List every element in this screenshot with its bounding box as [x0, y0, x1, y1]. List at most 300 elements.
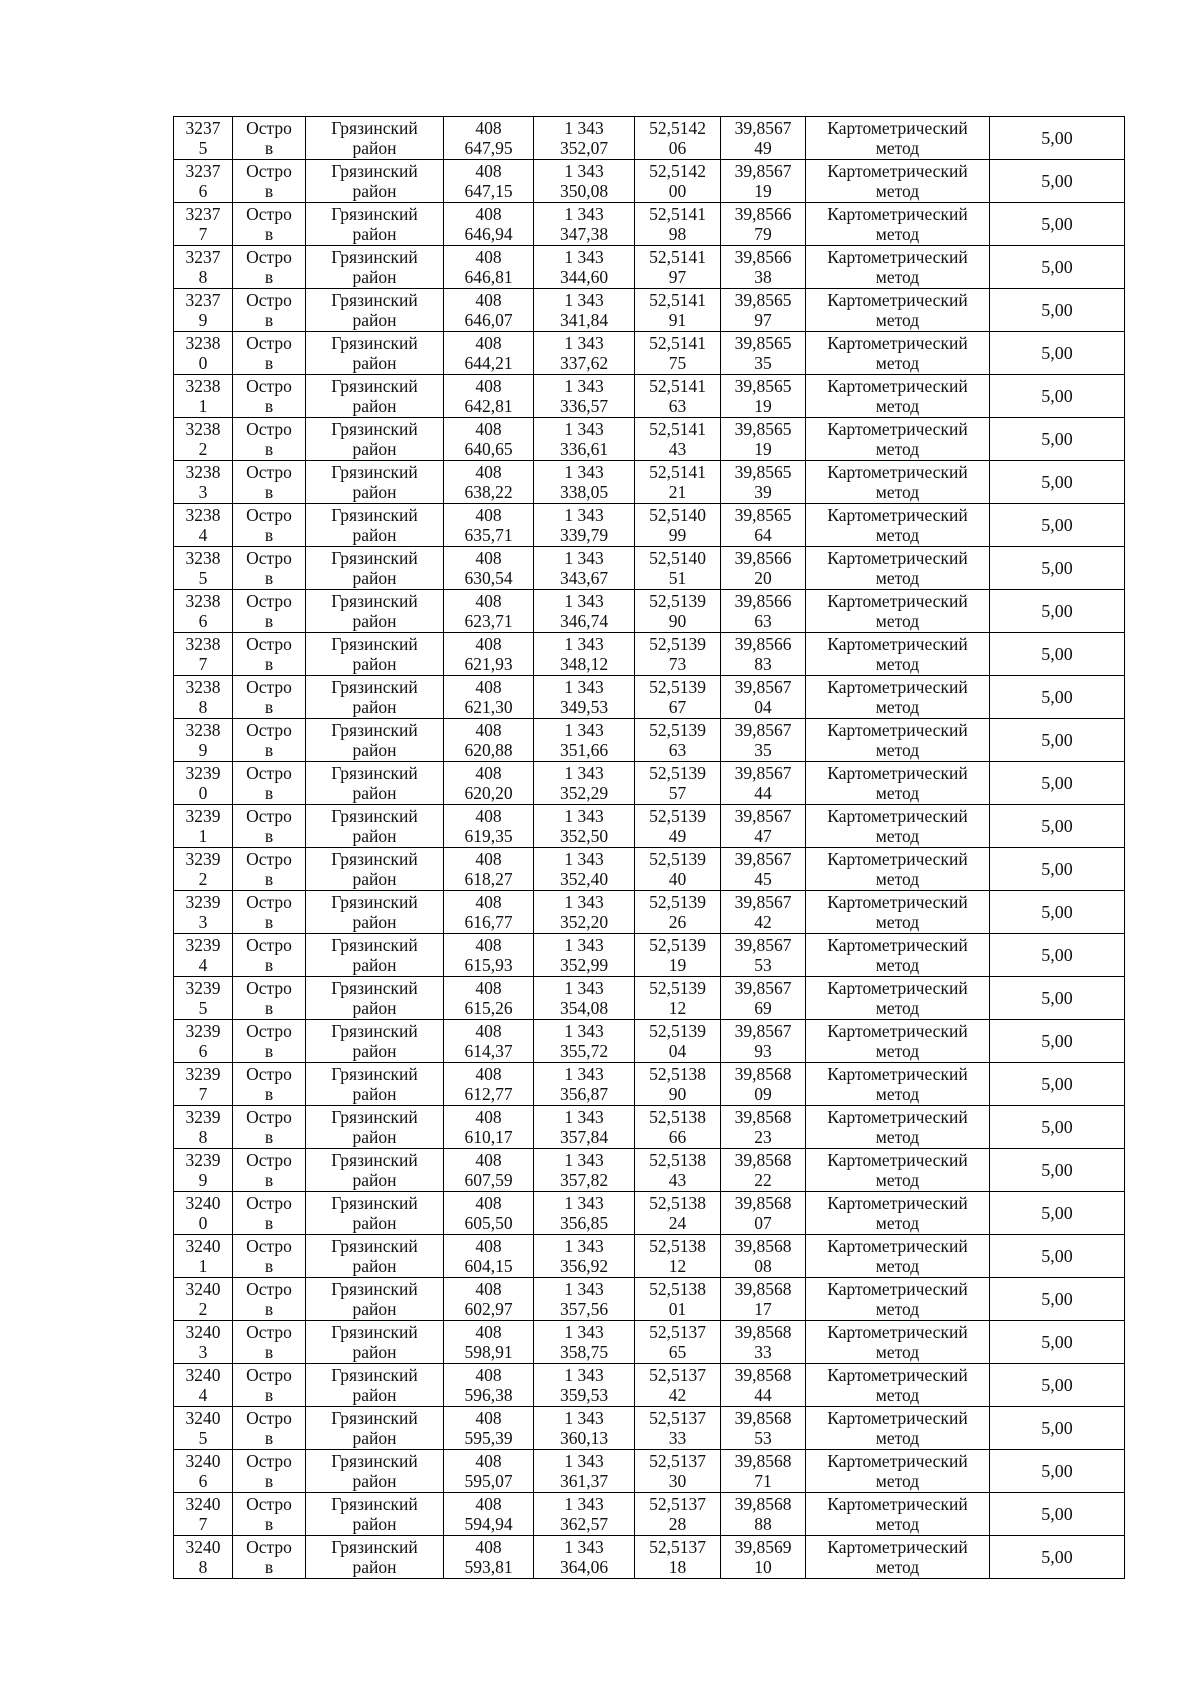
cell-line: 3238 — [185, 419, 221, 439]
y-coordinate-cell — [534, 203, 635, 246]
cell-line: 3238 — [185, 376, 221, 396]
point-number-cell — [174, 934, 233, 977]
cell-line: 1 — [198, 396, 208, 416]
cell-line: 38 — [754, 267, 772, 287]
cell-line: 52,5139 — [649, 720, 706, 740]
table-row — [174, 1493, 1125, 1536]
cell-line: 621,30 — [464, 697, 513, 717]
latitude-cell — [635, 1321, 721, 1364]
cell-line: район — [352, 353, 397, 373]
x-coordinate-cell — [444, 1493, 534, 1536]
cell-line: 39,8568 — [734, 1064, 792, 1084]
point-number-cell — [174, 1063, 233, 1106]
cell-line: Грязинский — [331, 548, 418, 568]
district-cell — [306, 547, 444, 590]
cell-line: 52,5138 — [649, 1193, 706, 1213]
method-cell — [806, 977, 990, 1020]
cell-line: 1 343 — [564, 892, 604, 912]
cell-line: Остро — [246, 806, 292, 826]
longitude-cell — [721, 590, 806, 633]
cell-line: 5 — [198, 568, 208, 588]
object-type-cell — [233, 1235, 306, 1278]
point-number-cell — [174, 203, 233, 246]
y-coordinate-cell — [534, 1407, 635, 1450]
cell-line: 0 — [198, 1213, 208, 1233]
cell-line: метод — [875, 998, 920, 1018]
cell-line: 65 — [668, 1342, 687, 1362]
accuracy-cell: 5,00 — [990, 1063, 1125, 1106]
cell-line: метод — [875, 439, 920, 459]
longitude-cell — [721, 805, 806, 848]
table-row — [174, 805, 1125, 848]
x-coordinate-cell — [444, 1192, 534, 1235]
object-type-cell — [233, 1192, 306, 1235]
cell-line: 354,08 — [559, 998, 609, 1018]
x-coordinate-cell — [444, 1364, 534, 1407]
cell-line: 3239 — [185, 763, 221, 783]
cell-line: 09 — [754, 1084, 772, 1104]
cell-line: 39,8567 — [734, 720, 792, 740]
method-cell — [806, 160, 990, 203]
accuracy-cell: 5,00 — [990, 418, 1125, 461]
table-row — [174, 246, 1125, 289]
cell-line: Грязинский — [331, 1107, 418, 1127]
cell-line: 408 — [475, 806, 502, 826]
cell-line: Грязинский — [331, 1064, 418, 1084]
accuracy-cell: 5,00 — [990, 891, 1125, 934]
accuracy-cell: 5,00 — [990, 547, 1125, 590]
accuracy-cell: 5,00 — [990, 1106, 1125, 1149]
method-cell — [806, 934, 990, 977]
object-type-cell — [233, 504, 306, 547]
cell-line: 39,8568 — [734, 1322, 792, 1342]
cell-line: 408 — [475, 1236, 502, 1256]
cell-line: 42 — [668, 1385, 687, 1405]
district-cell — [306, 676, 444, 719]
y-coordinate-cell — [534, 1020, 635, 1063]
cell-line: 08 — [754, 1256, 772, 1276]
cell-line: 52,5139 — [649, 677, 706, 697]
table-row — [174, 1407, 1125, 1450]
cell-line: район — [352, 1342, 397, 1362]
object-type-cell — [233, 633, 306, 676]
cell-line: 53 — [754, 1428, 772, 1448]
cell-line: 39,8567 — [734, 161, 792, 181]
cell-line: 3239 — [185, 1064, 221, 1084]
y-coordinate-cell — [534, 891, 635, 934]
district-cell — [306, 1407, 444, 1450]
cell-line: 1 343 — [564, 1322, 604, 1342]
cell-line: район — [352, 654, 397, 674]
y-coordinate-cell — [534, 504, 635, 547]
cell-line: 621,93 — [464, 654, 513, 674]
cell-line: 1 343 — [564, 1236, 604, 1256]
cell-line: 00 — [668, 181, 687, 201]
latitude-cell — [635, 977, 721, 1020]
x-coordinate-cell — [444, 547, 534, 590]
cell-line: метод — [875, 654, 920, 674]
cell-line: 39,8565 — [734, 290, 792, 310]
cell-line: 3240 — [185, 1365, 221, 1385]
cell-line: Остро — [246, 763, 292, 783]
object-type-cell — [233, 805, 306, 848]
cell-line: Грязинский — [331, 1365, 418, 1385]
latitude-cell — [635, 1493, 721, 1536]
cell-line: 349,53 — [559, 697, 609, 717]
point-number-cell — [174, 633, 233, 676]
cell-line: район — [352, 697, 397, 717]
cell-line: 6 — [198, 181, 208, 201]
cell-line: 352,29 — [559, 783, 609, 803]
y-coordinate-cell — [534, 1536, 635, 1579]
cell-line: 408 — [475, 1193, 502, 1213]
cell-line: 39,8568 — [734, 1279, 792, 1299]
cell-line: 52,5141 — [649, 247, 706, 267]
cell-line: 75 — [668, 353, 687, 373]
object-type-cell — [233, 117, 306, 160]
cell-line: Грязинский — [331, 505, 418, 525]
object-type-cell — [233, 762, 306, 805]
cell-line: 39,8568 — [734, 1494, 792, 1514]
cell-line: метод — [875, 869, 920, 889]
cell-line: метод — [875, 1256, 920, 1276]
cell-line: 52,5138 — [649, 1064, 706, 1084]
cell-line: 5 — [198, 138, 208, 158]
cell-line: 71 — [754, 1471, 772, 1491]
cell-line: Картометрический — [827, 1064, 968, 1084]
point-number-cell — [174, 1536, 233, 1579]
cell-line: 598,91 — [464, 1342, 513, 1362]
cell-line: Остро — [246, 419, 292, 439]
cell-line: 1 343 — [564, 1150, 604, 1170]
x-coordinate-cell — [444, 805, 534, 848]
cell-line: 40 — [668, 869, 687, 889]
cell-line: Картометрический — [827, 978, 968, 998]
cell-line: 594,94 — [464, 1514, 513, 1534]
longitude-cell — [721, 117, 806, 160]
cell-line: 91 — [668, 310, 687, 330]
cell-line: 52,5139 — [649, 1021, 706, 1041]
table-row — [174, 1192, 1125, 1235]
latitude-cell — [635, 762, 721, 805]
cell-line: 52,5137 — [649, 1365, 706, 1385]
cell-line: 39,8568 — [734, 1408, 792, 1428]
cell-line: Картометрический — [827, 1408, 968, 1428]
cell-line: метод — [875, 1170, 920, 1190]
cell-line: в — [264, 869, 274, 889]
cell-line: 23 — [754, 1127, 772, 1147]
cell-line: Картометрический — [827, 419, 968, 439]
cell-line: 52,5139 — [649, 892, 706, 912]
method-cell — [806, 547, 990, 590]
y-coordinate-cell — [534, 934, 635, 977]
point-number-cell — [174, 332, 233, 375]
cell-line: 69 — [754, 998, 772, 1018]
cell-line: в — [264, 1471, 274, 1491]
cell-line: 52,5142 — [649, 161, 706, 181]
object-type-cell — [233, 891, 306, 934]
x-coordinate-cell — [444, 848, 534, 891]
point-number-cell — [174, 1020, 233, 1063]
cell-line: Грязинский — [331, 118, 418, 138]
cell-line: 1 343 — [564, 505, 604, 525]
cell-line: в — [264, 654, 274, 674]
cell-line: в — [264, 998, 274, 1018]
cell-line: район — [352, 1084, 397, 1104]
district-cell — [306, 719, 444, 762]
cell-line: 1 343 — [564, 204, 604, 224]
x-coordinate-cell — [444, 1278, 534, 1321]
cell-line: 42 — [754, 912, 772, 932]
cell-line: Картометрический — [827, 1322, 968, 1342]
cell-line: Остро — [246, 376, 292, 396]
table-row — [174, 203, 1125, 246]
method-cell — [806, 1407, 990, 1450]
cell-line: 595,39 — [464, 1428, 513, 1448]
cell-line: в — [264, 1256, 274, 1276]
cell-line: 1 343 — [564, 1279, 604, 1299]
cell-line: в — [264, 525, 274, 545]
y-coordinate-cell — [534, 418, 635, 461]
table-row — [174, 1106, 1125, 1149]
cell-line: 3237 — [185, 247, 221, 267]
cell-line: в — [264, 740, 274, 760]
cell-line: 605,50 — [464, 1213, 513, 1233]
table-row — [174, 1149, 1125, 1192]
object-type-cell — [233, 375, 306, 418]
cell-line: 357,56 — [559, 1299, 609, 1319]
table-row — [174, 676, 1125, 719]
cell-line: 52,5138 — [649, 1150, 706, 1170]
longitude-cell — [721, 1063, 806, 1106]
method-cell — [806, 1106, 990, 1149]
accuracy-cell: 5,00 — [990, 375, 1125, 418]
cell-line: в — [264, 353, 274, 373]
cell-line: 52,5139 — [649, 849, 706, 869]
cell-line: 635,71 — [464, 525, 513, 545]
district-cell — [306, 117, 444, 160]
table-row — [174, 504, 1125, 547]
y-coordinate-cell — [534, 1493, 635, 1536]
object-type-cell — [233, 1278, 306, 1321]
cell-line: 1 343 — [564, 290, 604, 310]
cell-line: 90 — [668, 611, 687, 631]
cell-line: 4 — [198, 1385, 208, 1405]
longitude-cell — [721, 461, 806, 504]
cell-line: метод — [875, 1514, 920, 1534]
cell-line: 49 — [754, 138, 772, 158]
cell-line: район — [352, 482, 397, 502]
latitude-cell — [635, 117, 721, 160]
district-cell — [306, 461, 444, 504]
district-cell — [306, 590, 444, 633]
object-type-cell — [233, 246, 306, 289]
cell-line: 52,5138 — [649, 1279, 706, 1299]
cell-line: Остро — [246, 505, 292, 525]
longitude-cell — [721, 375, 806, 418]
x-coordinate-cell — [444, 633, 534, 676]
method-cell — [806, 1321, 990, 1364]
accuracy-cell: 5,00 — [990, 1536, 1125, 1579]
cell-line: район — [352, 267, 397, 287]
cell-line: 1 343 — [564, 1408, 604, 1428]
cell-line: 4 — [198, 955, 208, 975]
cell-line: метод — [875, 138, 920, 158]
object-type-cell — [233, 1450, 306, 1493]
latitude-cell — [635, 590, 721, 633]
latitude-cell — [635, 1149, 721, 1192]
cell-line: 640,65 — [464, 439, 513, 459]
accuracy-cell: 5,00 — [990, 762, 1125, 805]
cell-line: Остро — [246, 1150, 292, 1170]
y-coordinate-cell — [534, 805, 635, 848]
cell-line: Картометрический — [827, 505, 968, 525]
table-row — [174, 160, 1125, 203]
y-coordinate-cell — [534, 332, 635, 375]
cell-line: Картометрический — [827, 1494, 968, 1514]
latitude-cell — [635, 203, 721, 246]
cell-line: Грязинский — [331, 935, 418, 955]
x-coordinate-cell — [444, 590, 534, 633]
method-cell — [806, 676, 990, 719]
cell-line: 352,07 — [559, 138, 609, 158]
cell-line: Грязинский — [331, 333, 418, 353]
cell-line: 338,05 — [559, 482, 609, 502]
cell-line: Картометрический — [827, 892, 968, 912]
cell-line: район — [352, 783, 397, 803]
cell-line: 3237 — [185, 161, 221, 181]
cell-line: 39,8565 — [734, 376, 792, 396]
object-type-cell — [233, 461, 306, 504]
cell-line: 24 — [668, 1213, 687, 1233]
cell-line: 20 — [754, 568, 772, 588]
cell-line: Картометрический — [827, 806, 968, 826]
cell-line: 348,12 — [559, 654, 609, 674]
latitude-cell — [635, 934, 721, 977]
district-cell — [306, 1536, 444, 1579]
cell-line: 52,5139 — [649, 978, 706, 998]
accuracy-cell: 5,00 — [990, 1407, 1125, 1450]
cell-line: 647,15 — [464, 181, 513, 201]
method-cell — [806, 418, 990, 461]
cell-line: 346,74 — [559, 611, 609, 631]
table-row — [174, 1321, 1125, 1364]
latitude-cell — [635, 891, 721, 934]
cell-line: 39,8567 — [734, 677, 792, 697]
cell-line: 596,38 — [464, 1385, 513, 1405]
cell-line: 7 — [198, 1514, 208, 1534]
cell-line: 337,62 — [559, 353, 609, 373]
table-row — [174, 977, 1125, 1020]
x-coordinate-cell — [444, 332, 534, 375]
accuracy-cell: 5,00 — [990, 1364, 1125, 1407]
cell-line: Остро — [246, 548, 292, 568]
cell-line: 67 — [668, 697, 687, 717]
table-row — [174, 1450, 1125, 1493]
cell-line: 39,8566 — [734, 548, 792, 568]
cell-line: 408 — [475, 1451, 502, 1471]
table-row — [174, 117, 1125, 160]
table-row — [174, 289, 1125, 332]
longitude-cell — [721, 1020, 806, 1063]
accuracy-cell: 5,00 — [990, 1493, 1125, 1536]
cell-line: 39,8568 — [734, 1107, 792, 1127]
cell-line: 408 — [475, 591, 502, 611]
cell-line: 52,5138 — [649, 1107, 706, 1127]
cell-line: Грязинский — [331, 247, 418, 267]
cell-line: 408 — [475, 462, 502, 482]
cell-line: в — [264, 1428, 274, 1448]
cell-line: Грязинский — [331, 763, 418, 783]
cell-line: 19 — [754, 439, 772, 459]
method-cell — [806, 719, 990, 762]
cell-line: Картометрический — [827, 1236, 968, 1256]
cell-line: 3239 — [185, 892, 221, 912]
accuracy-cell: 5,00 — [990, 590, 1125, 633]
cell-line: 1 343 — [564, 634, 604, 654]
cell-line: 18 — [668, 1557, 687, 1577]
cell-line: 1 343 — [564, 591, 604, 611]
cell-line: район — [352, 1256, 397, 1276]
cell-line: район — [352, 998, 397, 1018]
cell-line: 341,84 — [559, 310, 609, 330]
point-number-cell — [174, 1235, 233, 1278]
table-row — [174, 719, 1125, 762]
latitude-cell — [635, 1063, 721, 1106]
point-number-cell — [174, 891, 233, 934]
cell-line: Остро — [246, 1408, 292, 1428]
cell-line: Остро — [246, 161, 292, 181]
cell-line: метод — [875, 568, 920, 588]
cell-line: Картометрический — [827, 548, 968, 568]
district-cell — [306, 418, 444, 461]
district-cell — [306, 1278, 444, 1321]
longitude-cell — [721, 1321, 806, 1364]
cell-line: 88 — [754, 1514, 772, 1534]
district-cell — [306, 1020, 444, 1063]
district-cell — [306, 934, 444, 977]
latitude-cell — [635, 1536, 721, 1579]
cell-line: 1 343 — [564, 1494, 604, 1514]
x-coordinate-cell — [444, 246, 534, 289]
longitude-cell — [721, 934, 806, 977]
cell-line: 52,5139 — [649, 634, 706, 654]
cell-line: район — [352, 310, 397, 330]
method-cell — [806, 1278, 990, 1321]
cell-line: 44 — [754, 1385, 772, 1405]
cell-line: Остро — [246, 978, 292, 998]
longitude-cell — [721, 160, 806, 203]
cell-line: Грязинский — [331, 1193, 418, 1213]
cell-line: 52,5139 — [649, 806, 706, 826]
cell-line: 52,5141 — [649, 376, 706, 396]
cell-line: Остро — [246, 1494, 292, 1514]
cell-line: 343,67 — [559, 568, 609, 588]
cell-line: 10 — [754, 1557, 772, 1577]
longitude-cell — [721, 719, 806, 762]
cell-line: Остро — [246, 333, 292, 353]
method-cell — [806, 461, 990, 504]
latitude-cell — [635, 246, 721, 289]
cell-line: 3238 — [185, 591, 221, 611]
cell-line: 408 — [475, 204, 502, 224]
cell-line: 45 — [754, 869, 772, 889]
method-cell — [806, 1149, 990, 1192]
cell-line: 3240 — [185, 1451, 221, 1471]
cell-line: в — [264, 611, 274, 631]
cell-line: 602,97 — [464, 1299, 513, 1319]
cell-line: район — [352, 525, 397, 545]
